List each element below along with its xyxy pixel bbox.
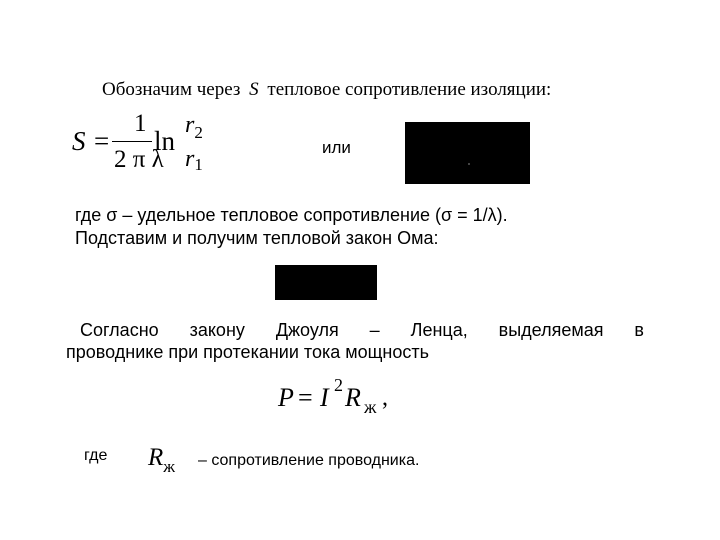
joule-word: выделяемая	[498, 320, 604, 340]
where-description: – сопротивление проводника.	[198, 452, 420, 469]
joule-line-1	[66, 319, 644, 341]
connector-text: или	[322, 138, 351, 157]
joule-word: –	[369, 320, 380, 340]
formula-p-equals: =	[298, 383, 313, 412]
r-top-index: 2	[194, 123, 203, 142]
intro-text-after: тепловое сопротивление изоляции:	[267, 79, 552, 100]
r-bottom-letter: r	[185, 146, 195, 172]
joule-lenz-paragraph	[66, 319, 644, 363]
where-label: где	[84, 447, 108, 464]
joule-line-2: проводнике при протекании тока мощность	[66, 342, 430, 362]
joule-word: закону	[189, 320, 245, 340]
joule-word: Ленца,	[410, 320, 468, 340]
intro-text-before: Обозначим через	[102, 79, 241, 100]
intro-symbol: S	[249, 79, 259, 100]
joule-word: Согласно	[80, 320, 159, 340]
formula-p-lhs: P	[278, 383, 294, 412]
formula-thermal-resistance	[72, 112, 222, 176]
substitution-line: Подставим и получим тепловой закон Ома:	[75, 228, 439, 248]
formula-power	[278, 375, 398, 431]
formula-p-exponent: 2	[334, 375, 343, 395]
redacted-formula-image	[405, 122, 530, 184]
formula-s-denominator: 2 π λ	[114, 146, 164, 173]
formula-s-r-bottom	[185, 146, 203, 175]
intro-line	[102, 79, 551, 101]
formula-s-equals: =	[94, 126, 110, 156]
formula-p-resistance: R	[345, 383, 361, 412]
r-bottom-index: 1	[194, 155, 203, 174]
formula-p-comma: ,	[382, 385, 388, 411]
formula-s-numerator: 1	[134, 110, 147, 137]
where-symbol-subscript: ж	[163, 457, 176, 476]
redacted-dot	[468, 163, 470, 165]
formula-s-fraction-bar	[112, 141, 152, 142]
sigma-definition: где σ – удельное тепловое сопротивление (σ = 1/λ).	[75, 205, 508, 225]
r-top-letter: r	[185, 112, 195, 138]
joule-word: Джоуля	[275, 320, 339, 340]
formula-s-r-top	[185, 112, 203, 143]
formula-s-ln: ln	[154, 126, 176, 156]
formula-s-lhs: S	[72, 126, 86, 156]
where-symbol-letter: R	[148, 444, 164, 471]
formula-p-current: I	[320, 383, 329, 412]
joule-word: в	[634, 320, 644, 340]
redacted-ohm-law-image	[275, 265, 377, 300]
formula-p-subscript: ж	[364, 397, 377, 417]
where-symbol	[148, 443, 175, 477]
